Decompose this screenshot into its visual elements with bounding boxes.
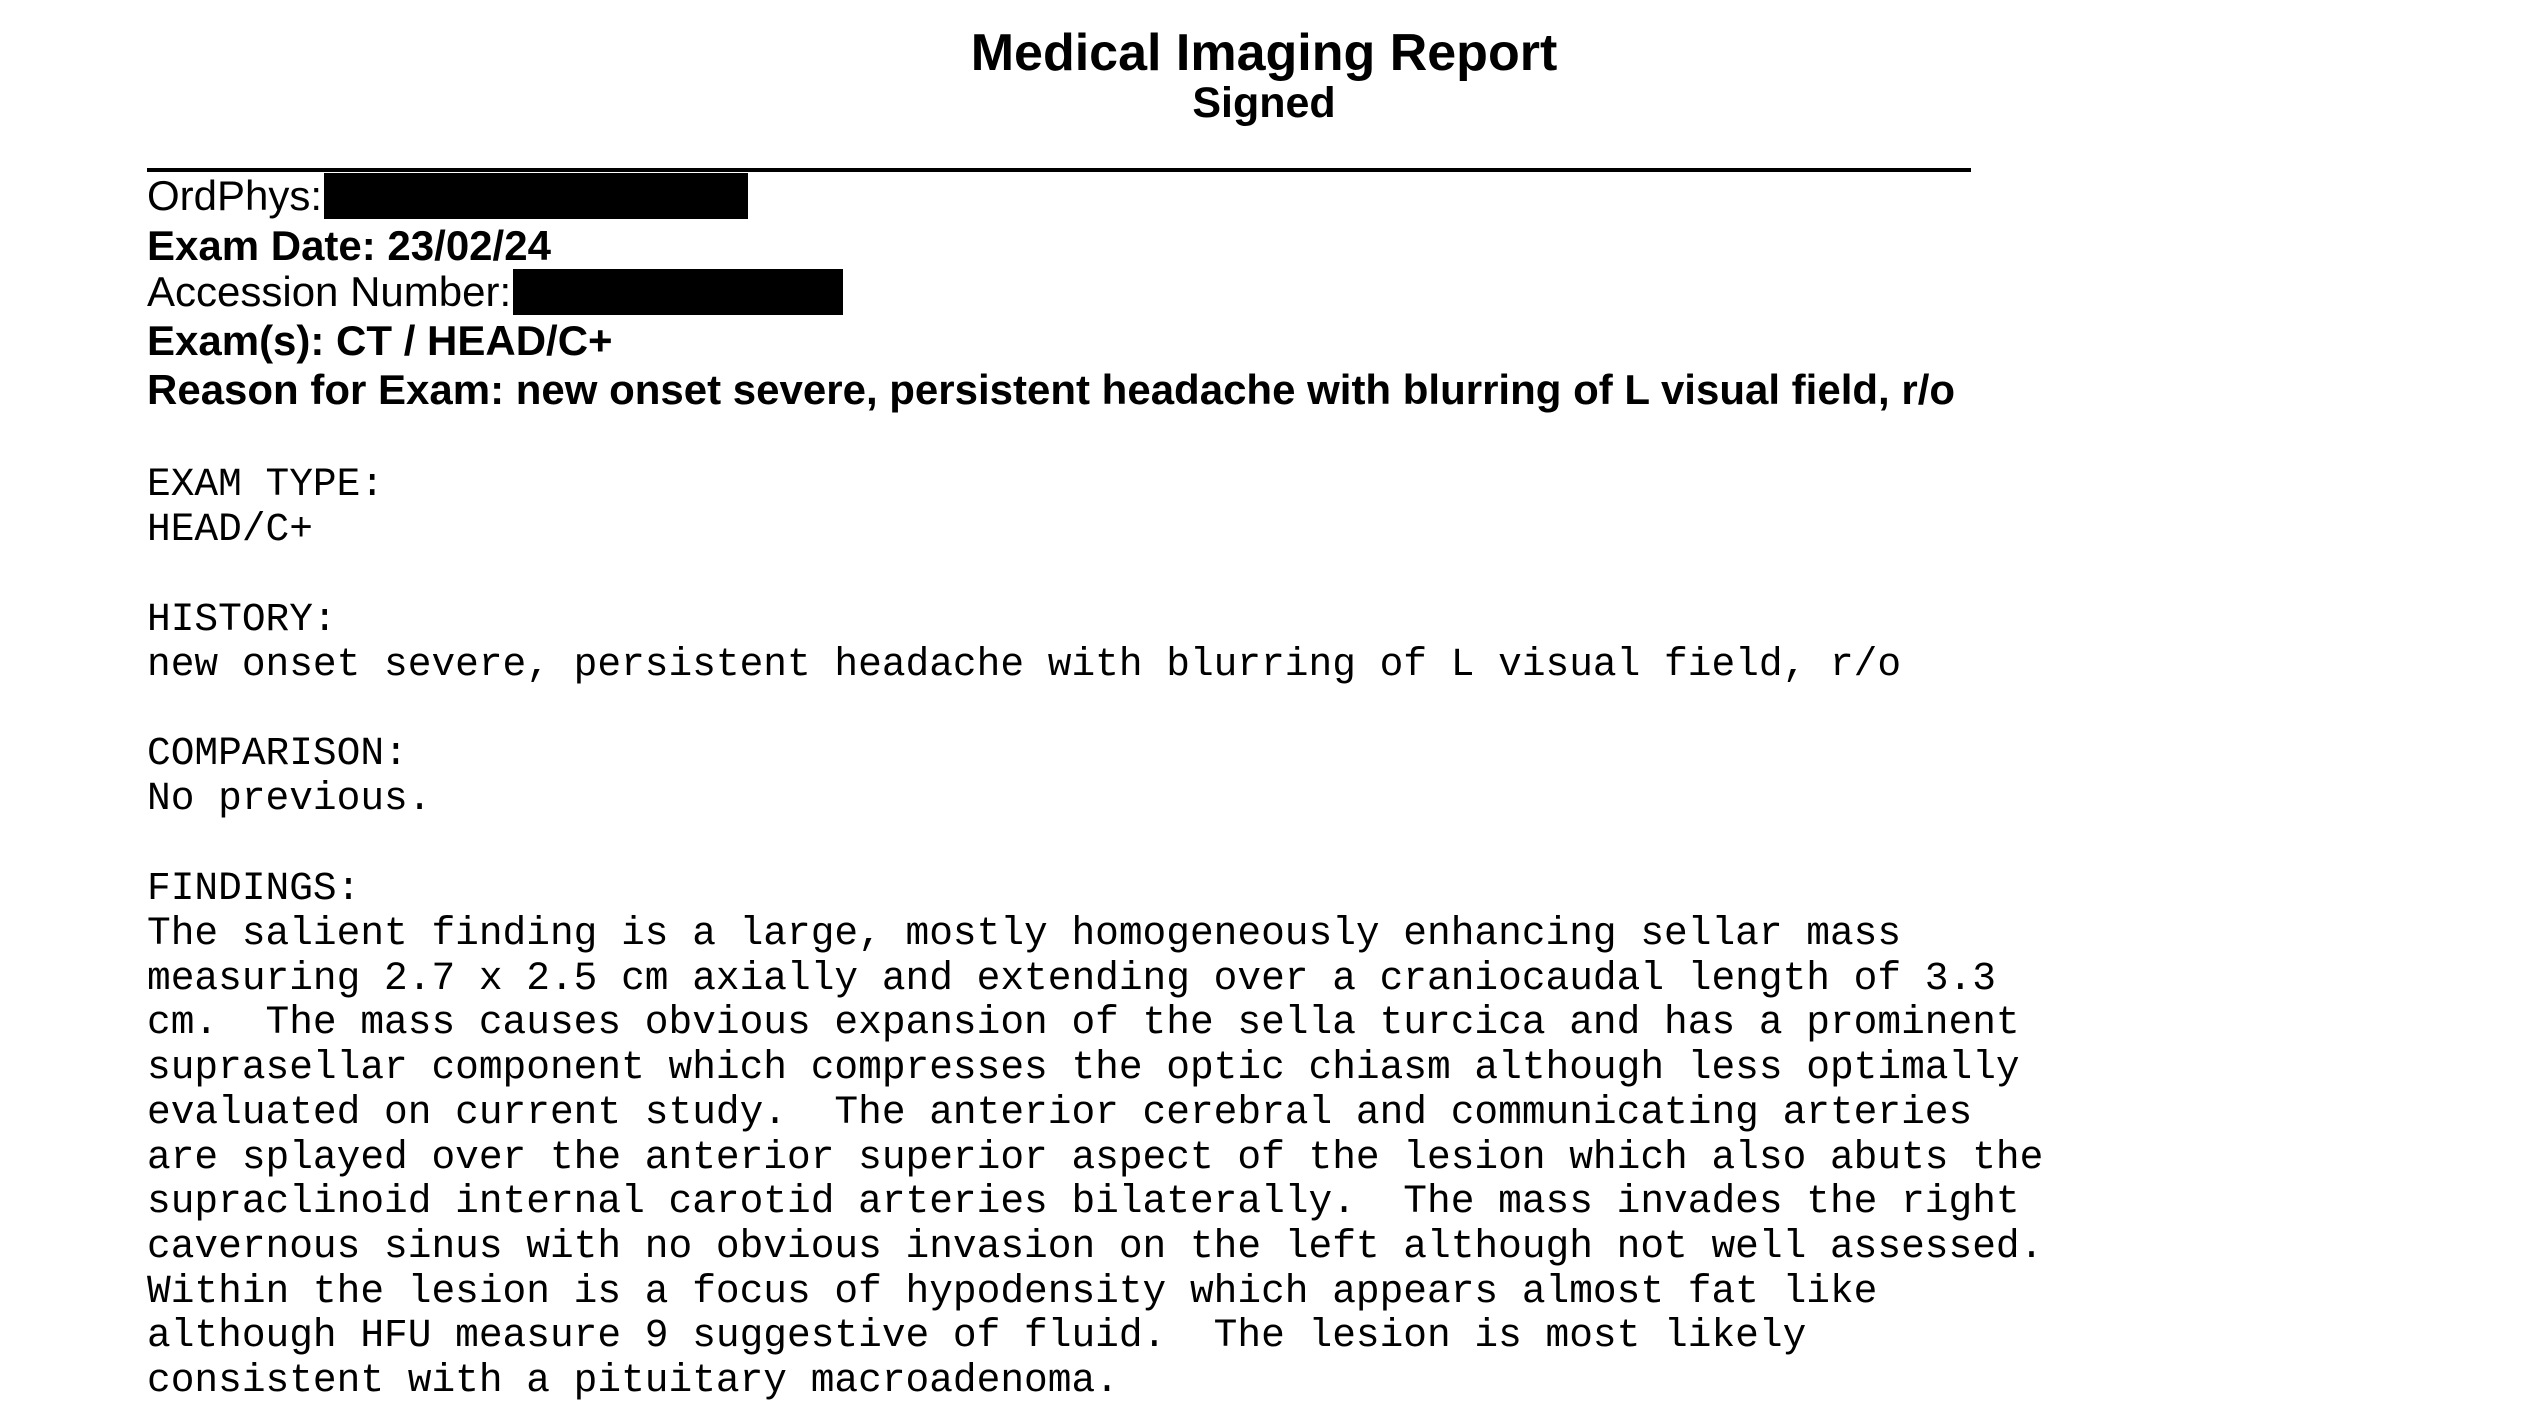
findings-heading: FINDINGS: — [147, 866, 361, 911]
exam-type-text: HEAD/C+ — [147, 507, 313, 552]
reason-for-exam: Reason for Exam: new onset severe, persistent headache with blurring of L visual field, r/o — [147, 366, 1956, 413]
exam-type-heading: EXAM TYPE: — [147, 462, 385, 507]
findings-line: cm. The mass causes obvious expansion of the sella turcica and has a prominent — [147, 1000, 2020, 1045]
findings-line: evaluated on current study. The anterior cerebral and communicating arteries — [147, 1090, 1973, 1135]
report-title: Medical Imaging Report — [970, 24, 1558, 82]
findings-line: Within the lesion is a focus of hypodensity which appears almost fat like — [147, 1269, 1878, 1314]
ordering-physician-row — [147, 172, 748, 220]
findings-line: supraclinoid internal carotid arteries bilaterally. The mass invades the right — [147, 1179, 2020, 1224]
comparison-heading: COMPARISON: — [147, 731, 408, 776]
accession-number-row — [147, 268, 843, 316]
exams-line: Exam(s): CT / HEAD/C+ — [147, 317, 613, 364]
accession-number-redaction — [513, 269, 843, 315]
findings-line: consistent with a pituitary macroadenoma. — [147, 1358, 1119, 1403]
findings-line: are splayed over the anterior superior aspect of the lesion which also abuts the — [147, 1135, 2044, 1180]
report-status: Signed — [1192, 79, 1336, 127]
ordering-physician-redaction — [324, 173, 748, 219]
history-heading: HISTORY: — [147, 597, 337, 642]
findings-line: suprasellar component which compresses the optic chiasm although less optimally — [147, 1045, 2020, 1090]
findings-line: cavernous sinus with no obvious invasion on the left although not well assessed. — [147, 1224, 2044, 1269]
findings-line: The salient finding is a large, mostly homogeneously enhancing sellar mass — [147, 911, 1902, 956]
history-text: new onset severe, persistent headache with blurring of L visual field, r/o — [147, 642, 1902, 687]
comparison-text: No previous. — [147, 776, 432, 821]
findings-line: although HFU measure 9 suggestive of fluid. The lesion is most likely — [147, 1313, 1807, 1358]
ordering-physician-label: OrdPhys: — [147, 172, 323, 219]
findings-line: measuring 2.7 x 2.5 cm axially and extending over a craniocaudal length of 3.3 — [147, 956, 1996, 1001]
exam-date: Exam Date: 23/02/24 — [147, 222, 551, 269]
accession-number-label: Accession Number: — [147, 268, 512, 315]
